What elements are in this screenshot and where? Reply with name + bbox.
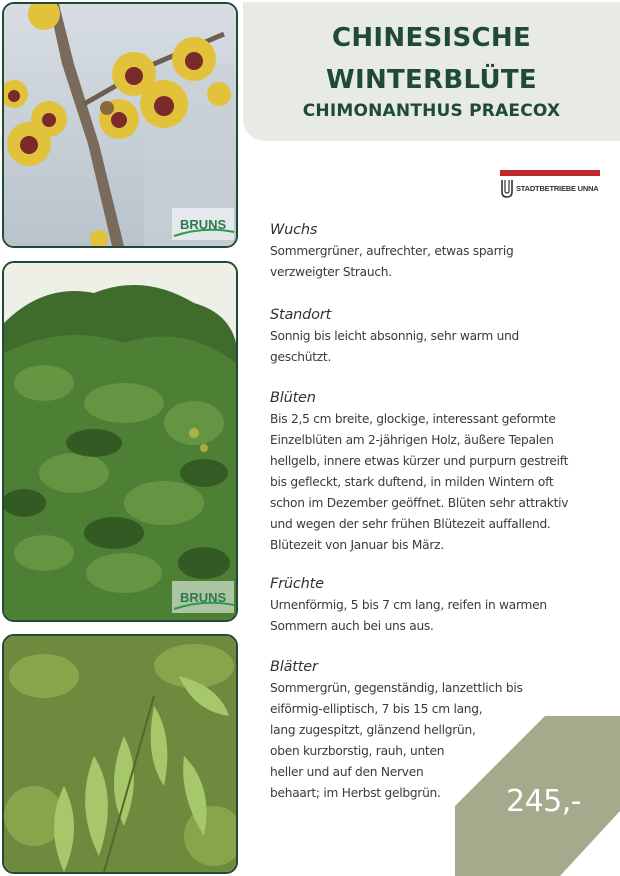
- body-line: Einzelblüten am 2-jährigen Holz, äußere Tepalen: [270, 433, 554, 447]
- page-title-line2: WINTERBLÜTE: [326, 65, 537, 95]
- body-line: geschützt.: [270, 350, 332, 364]
- body-line: behaart; im Herbst gelbgrün.: [270, 786, 441, 800]
- logo-mark-icon: [500, 180, 514, 198]
- section-standort: [270, 307, 600, 368]
- logo-text: STADTBETRIEBE UNNA: [516, 184, 599, 193]
- section-blueten: [270, 390, 600, 556]
- section-body: [270, 409, 600, 556]
- botanical-name: CHIMONANTHUS PRAECOX: [302, 101, 561, 121]
- leaves-photo: [2, 634, 238, 874]
- section-heading: Blätter: [270, 659, 318, 675]
- body-line: verzweigter Strauch.: [270, 265, 392, 279]
- body-line: Sonnig bis leicht absonnig, sehr warm und: [270, 329, 520, 343]
- section-wuchs: [270, 222, 600, 283]
- section-heading: Früchte: [270, 576, 324, 592]
- section-body: [270, 241, 600, 283]
- flower-photo: [2, 2, 238, 248]
- body-line: bis gefleckt, stark duftend, in milden Wintern oft: [270, 475, 554, 489]
- body-line: Blütezeit von Januar bis März.: [270, 538, 444, 552]
- body-line: Bis 2,5 cm breite, glockige, interessant geformte: [270, 412, 556, 426]
- body-line: Sommern auch bei uns aus.: [270, 619, 434, 633]
- shrub-photo: [2, 261, 238, 622]
- body-line: Sommergrüner, aufrechter, etwas sparrig: [270, 244, 514, 258]
- leaves-photo-icon: [4, 636, 236, 872]
- title-block: [243, 2, 620, 141]
- body-line: hellgelb, innere etwas kürzer und purpurn gestreift: [270, 454, 569, 468]
- logo-red-bar: [500, 170, 600, 176]
- flower-photo-icon: [4, 4, 236, 246]
- svg-text:BRUNS: BRUNS: [180, 217, 227, 232]
- svg-text:BRUNS: BRUNS: [180, 590, 227, 605]
- body-line: eiförmig-elliptisch, 7 bis 15 cm lang,: [270, 702, 483, 716]
- page-title-line1: CHINESISCHE: [331, 23, 532, 53]
- stadtbetriebe-logo: [500, 170, 600, 200]
- body-line: schon im Dezember geöffnet. Blüten sehr attraktiv: [270, 496, 569, 510]
- body-line: lang zugespitzt, glänzend hellgrün,: [270, 723, 476, 737]
- section-heading: Wuchs: [270, 222, 318, 238]
- section-fruechte: [270, 576, 600, 637]
- price-label: 245,-: [506, 784, 582, 819]
- section-body: [270, 595, 600, 637]
- section-heading: Standort: [270, 307, 332, 323]
- body-line: oben kurzborstig, rauh, unten: [270, 744, 445, 758]
- body-line: heller und auf den Nerven: [270, 765, 424, 779]
- section-body: [270, 326, 600, 368]
- body-line: Sommergrün, gegenständig, lanzettlich bis: [270, 681, 523, 695]
- shrub-photo-icon: [4, 263, 236, 620]
- body-line: und wegen der sehr frühen Blütezeit auffallend.: [270, 517, 551, 531]
- body-line: Urnenförmig, 5 bis 7 cm lang, reifen in warmen: [270, 598, 547, 612]
- section-heading: Blüten: [270, 390, 316, 406]
